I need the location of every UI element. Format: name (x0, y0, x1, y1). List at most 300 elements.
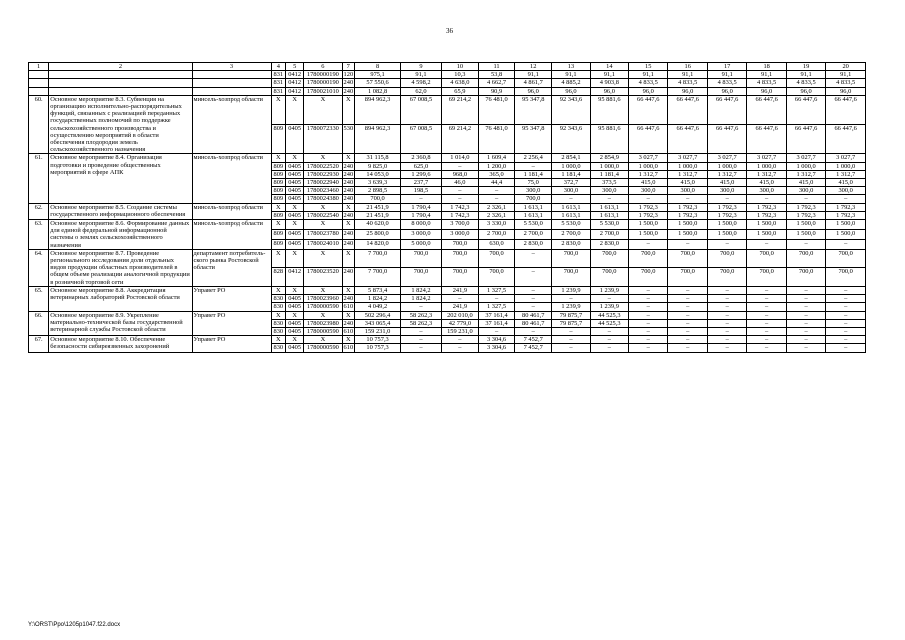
value-cell: 92 343,6 (552, 125, 590, 154)
value-cell: 809 (271, 162, 286, 170)
value-cell: 809 (271, 179, 286, 187)
value-cell: 809 (271, 230, 286, 240)
value-cell: X (286, 203, 304, 211)
value-cell: 831 (271, 71, 286, 79)
value-cell: – (441, 187, 478, 195)
value-cell: 700,0 (590, 249, 628, 268)
value-cell: 0405 (286, 162, 304, 170)
value-cell: – (552, 336, 590, 344)
value-cell: 700,0 (668, 249, 707, 268)
value-cell: – (668, 295, 707, 303)
value-cell: 809 (271, 239, 286, 249)
value-cell: 53,8 (479, 71, 515, 79)
value-cell: – (590, 344, 628, 352)
value-cell: 1 312,7 (786, 170, 825, 178)
value-cell: 57 550,6 (354, 79, 400, 87)
value-cell: 809 (271, 211, 286, 219)
value-cell: 1 790,4 (401, 211, 442, 219)
value-cell: – (826, 344, 866, 352)
value-cell: 700,0 (441, 239, 478, 249)
value-cell: 96,0 (552, 87, 590, 95)
value-cell: 2 854,1 (552, 154, 590, 162)
value-cell: 610 (343, 344, 354, 352)
column-number-cell: 5 (286, 63, 304, 71)
column-number-cell: 18 (747, 63, 786, 71)
executor-cell: Управет РО (192, 311, 271, 336)
continuation-row (29, 79, 866, 87)
executor-cell: минсель-хозпрод области (192, 154, 271, 203)
value-cell: – (707, 239, 746, 249)
value-cell: – (515, 268, 552, 287)
value-cell: 625,0 (401, 162, 442, 170)
value-cell: 66 447,6 (629, 125, 668, 154)
value-cell: 700,0 (401, 249, 442, 268)
value-cell: X (342, 220, 354, 230)
value-cell: 240 (342, 239, 354, 249)
table-row (29, 311, 866, 319)
executor-cell: Управет РО (192, 286, 271, 311)
value-cell: 40 620,0 (354, 220, 400, 230)
value-cell: 700,0 (479, 268, 515, 287)
value-cell: 1 613,1 (515, 211, 552, 219)
value-cell: 96,0 (826, 87, 866, 95)
value-cell: 831 (271, 79, 286, 87)
value-cell: 700,0 (441, 268, 478, 287)
value-cell: 42 779,0 (441, 319, 478, 327)
value-cell: 240 (343, 319, 354, 327)
value-cell: 502 296,4 (354, 311, 400, 319)
value-cell: – (515, 295, 552, 303)
value-cell: 1 500,0 (668, 230, 707, 240)
value-cell: 69 214,2 (441, 125, 478, 154)
value-cell: 1780022540 (304, 211, 342, 219)
value-cell: – (826, 327, 866, 335)
value-cell: – (515, 327, 552, 335)
value-cell: 1 500,0 (707, 230, 746, 240)
value-cell: X (304, 220, 342, 230)
value-cell: 1 792,3 (629, 203, 668, 211)
value-cell: X (304, 95, 342, 124)
value-cell: 1 824,2 (401, 286, 442, 294)
value-cell: 66 447,6 (629, 95, 668, 124)
value-cell: 5 530,0 (552, 220, 590, 230)
value-cell: – (747, 239, 786, 249)
table-row (29, 154, 866, 162)
value-cell: 2 854,9 (590, 154, 628, 162)
value-cell: 300,0 (747, 187, 786, 195)
page-number: 36 (446, 27, 453, 35)
table-row (29, 249, 866, 268)
value-cell: 0412 (286, 268, 304, 287)
value-cell: 2 830,0 (590, 239, 628, 249)
value-cell: 66 447,6 (786, 95, 825, 124)
value-cell: 0405 (286, 230, 304, 240)
value-cell: – (668, 303, 707, 311)
row-number-cell: 62. (29, 203, 49, 219)
value-cell: 2 360,8 (401, 154, 442, 162)
value-cell: 67 008,5 (401, 125, 442, 154)
value-cell: 44 525,3 (590, 319, 628, 327)
value-cell: 96,0 (747, 87, 786, 95)
value-cell: 0412 (286, 71, 304, 79)
value-cell: 58 262,3 (401, 311, 442, 319)
column-number-cell: 12 (515, 63, 552, 71)
value-cell: 700,0 (786, 249, 825, 268)
column-number-cell: 2 (49, 63, 192, 71)
value-cell: 0405 (286, 319, 304, 327)
value-cell: 241,9 (441, 303, 478, 311)
value-cell: X (342, 154, 354, 162)
value-cell: 1 014,0 (441, 154, 478, 162)
value-cell: X (286, 154, 304, 162)
value-cell: 76 481,0 (479, 125, 515, 154)
column-number-cell: 15 (629, 63, 668, 71)
value-cell: 241,9 (441, 286, 478, 294)
value-cell: 76 481,0 (479, 95, 515, 124)
value-cell: 700,0 (629, 249, 668, 268)
value-cell: 79 875,7 (552, 311, 590, 319)
value-cell: 1 500,0 (747, 220, 786, 230)
value-cell: 300,0 (668, 187, 707, 195)
table-row (29, 336, 866, 344)
value-cell: 95 881,6 (590, 125, 628, 154)
value-cell: 4 833,5 (747, 79, 786, 87)
value-cell: 1 000,0 (552, 162, 590, 170)
column-number-cell: 13 (552, 63, 590, 71)
value-cell: 1 500,0 (747, 230, 786, 240)
value-cell: 91,1 (707, 71, 746, 79)
value-cell: 700,0 (668, 268, 707, 287)
value-cell: 415,0 (707, 179, 746, 187)
value-cell: 415,0 (826, 179, 866, 187)
value-cell: 415,0 (668, 179, 707, 187)
value-cell: 91,1 (786, 71, 825, 79)
value-cell: 91,1 (668, 71, 707, 79)
header-row (29, 63, 866, 71)
value-cell: 58 262,3 (401, 319, 442, 327)
value-cell: 1 500,0 (629, 220, 668, 230)
value-cell: 66 447,6 (786, 125, 825, 154)
value-cell: – (826, 319, 866, 327)
value-cell: 831 (271, 87, 286, 95)
value-cell: 1 609,4 (479, 154, 515, 162)
table-row (29, 203, 866, 211)
column-number-cell: 11 (479, 63, 515, 71)
value-cell: – (515, 249, 552, 268)
value-cell: 91,1 (629, 71, 668, 79)
value-cell: 10 757,3 (354, 336, 400, 344)
value-cell: 1 824,2 (354, 295, 400, 303)
value-cell: 159 231,0 (441, 327, 478, 335)
measure-name-cell: Основное мероприятие 8.4. Организация подготовки и проведение общественных мероприятий в сфере АПК (49, 154, 192, 203)
column-number-cell: 17 (707, 63, 746, 71)
value-cell: 65,9 (441, 87, 478, 95)
value-cell: 1780023520 (304, 268, 342, 287)
value-cell: – (747, 311, 786, 319)
value-cell: 96,0 (786, 87, 825, 95)
measure-name-cell: Основное мероприятие 8.7. Проведение регионального исследования доли отдельных видов продукции областных производителей в общем объеме реализации аналогичной продукции в розничной торговой сети (49, 249, 192, 286)
value-cell: 1 327,5 (479, 303, 515, 311)
value-cell: 240 (343, 295, 354, 303)
value-cell: – (826, 311, 866, 319)
value-cell: – (552, 344, 590, 352)
value-cell: – (747, 336, 786, 344)
value-cell: 830 (271, 303, 286, 311)
value-cell: 66 447,6 (747, 95, 786, 124)
value-cell: 1 613,1 (552, 203, 590, 211)
value-cell: 91,1 (747, 71, 786, 79)
value-cell: 240 (343, 179, 354, 187)
value-cell: 4 049,2 (354, 303, 400, 311)
value-cell: 1780021010 (304, 87, 342, 95)
value-cell: 1780022520 (304, 162, 342, 170)
value-cell: 21 451,9 (354, 203, 400, 211)
value-cell: 0405 (286, 170, 304, 178)
executor-cell: минсель-хозпрод области (192, 95, 271, 154)
value-cell: 2 700,0 (552, 230, 590, 240)
value-cell: 96,0 (515, 87, 552, 95)
value-cell: – (707, 327, 746, 335)
value-cell: 1 500,0 (707, 220, 746, 230)
value-cell: 530 (342, 125, 354, 154)
value-cell: 372,7 (552, 179, 590, 187)
value-cell: 830 (271, 344, 286, 352)
column-number-cell: 14 (590, 63, 628, 71)
value-cell: 700,0 (786, 268, 825, 287)
value-cell: 4 885,2 (552, 79, 590, 87)
value-cell: 1 299,6 (401, 170, 442, 178)
value-cell: 365,0 (479, 170, 515, 178)
value-cell: 1 792,3 (629, 211, 668, 219)
value-cell: – (668, 286, 707, 294)
value-cell: 3 027,7 (786, 154, 825, 162)
value-cell: 1 792,3 (707, 203, 746, 211)
value-cell: 830 (271, 319, 286, 327)
value-cell: 240 (343, 87, 354, 95)
value-cell: 1 792,3 (786, 203, 825, 211)
value-cell: 1 200,0 (479, 162, 515, 170)
value-cell: 1 000,0 (707, 162, 746, 170)
value-cell: 66 447,6 (707, 125, 746, 154)
value-cell: 4 861,7 (515, 79, 552, 87)
value-cell: 1 312,7 (826, 170, 866, 178)
value-cell: 1780022940 (304, 179, 342, 187)
value-cell: 14 053,0 (354, 170, 400, 178)
value-cell: 7 452,7 (515, 344, 552, 352)
value-cell: – (629, 239, 668, 249)
value-cell: 69 214,2 (441, 95, 478, 124)
value-cell: 1 613,1 (590, 211, 628, 219)
program-table (28, 62, 866, 353)
value-cell: 700,0 (552, 249, 590, 268)
value-cell: – (552, 195, 590, 203)
value-cell: 31 115,8 (354, 154, 400, 162)
value-cell: 0405 (286, 344, 304, 352)
value-cell: 894 962,3 (354, 125, 400, 154)
value-cell: 1 181,4 (590, 170, 628, 178)
value-cell: – (668, 327, 707, 335)
value-cell: – (479, 187, 515, 195)
value-cell: 809 (271, 187, 286, 195)
value-cell: 1 312,7 (668, 170, 707, 178)
value-cell: 700,0 (441, 249, 478, 268)
value-cell: – (441, 336, 478, 344)
value-cell: 3 000,0 (441, 230, 478, 240)
value-cell: 10 757,3 (354, 344, 400, 352)
value-cell: 91,1 (401, 71, 442, 79)
value-cell: 1780024380 (304, 195, 342, 203)
value-cell: 1 239,9 (590, 303, 628, 311)
value-cell: – (629, 344, 668, 352)
value-cell: – (707, 319, 746, 327)
table-row (29, 95, 866, 124)
value-cell: 700,0 (552, 268, 590, 287)
value-cell: 91,1 (590, 71, 628, 79)
column-number-cell: 19 (786, 63, 825, 71)
value-cell: 4 903,8 (590, 79, 628, 87)
value-cell: 240 (343, 170, 354, 178)
value-cell: 2 326,1 (479, 211, 515, 219)
value-cell: X (304, 311, 342, 319)
value-cell: 1 792,3 (668, 211, 707, 219)
value-cell: 92 343,6 (552, 95, 590, 124)
value-cell: – (786, 311, 825, 319)
name-cell (49, 87, 192, 95)
number-cell (29, 87, 49, 95)
value-cell: 4 833,5 (668, 79, 707, 87)
value-cell: 809 (271, 170, 286, 178)
value-cell: 1780024010 (304, 239, 342, 249)
value-cell: 1 327,5 (479, 286, 515, 294)
value-cell: 968,0 (441, 170, 478, 178)
value-cell: 46,0 (441, 179, 478, 187)
value-cell: X (271, 311, 286, 319)
value-cell: 14 820,0 (354, 239, 400, 249)
value-cell: 1 792,3 (668, 203, 707, 211)
value-cell: 1 792,3 (747, 211, 786, 219)
value-cell: 96,0 (668, 87, 707, 95)
value-cell: X (342, 286, 354, 294)
value-cell: 66 447,6 (707, 95, 746, 124)
value-cell: X (271, 336, 286, 344)
value-cell: 3 700,0 (441, 220, 478, 230)
value-cell: – (826, 303, 866, 311)
value-cell: 95 347,8 (515, 95, 552, 124)
value-cell: 1780000590 (304, 303, 342, 311)
value-cell: – (747, 195, 786, 203)
value-cell: – (747, 344, 786, 352)
value-cell: 1 613,1 (515, 203, 552, 211)
value-cell: 809 (271, 195, 286, 203)
value-cell: – (668, 336, 707, 344)
executor-cell: минсель-хозпрод области (192, 220, 271, 250)
value-cell: 700,0 (707, 268, 746, 287)
value-cell: 2 898,5 (354, 187, 400, 195)
value-cell: – (668, 344, 707, 352)
value-cell: 1 500,0 (826, 220, 866, 230)
value-cell: 1 613,1 (590, 203, 628, 211)
value-cell: – (441, 195, 478, 203)
value-cell: X (342, 249, 354, 268)
value-cell: – (826, 286, 866, 294)
column-number-cell: 16 (668, 63, 707, 71)
value-cell: – (707, 295, 746, 303)
value-cell: X (304, 154, 342, 162)
value-cell: 1 000,0 (668, 162, 707, 170)
name-cell (49, 79, 192, 87)
row-number-cell: 66. (29, 311, 49, 336)
value-cell: 8 000,0 (401, 220, 442, 230)
value-cell: 3 000,0 (401, 230, 442, 240)
value-cell: 7 452,7 (515, 336, 552, 344)
value-cell: 3 027,7 (629, 154, 668, 162)
value-cell: – (786, 195, 825, 203)
value-cell: 700,0 (747, 268, 786, 287)
value-cell: 1780023960 (304, 295, 342, 303)
value-cell: 1 000,0 (826, 162, 866, 170)
value-cell: 7 700,0 (354, 249, 400, 268)
value-cell: 2 256,4 (515, 154, 552, 162)
value-cell: 240 (342, 268, 354, 287)
number-cell (29, 71, 49, 79)
column-number-cell: 1 (29, 63, 49, 71)
value-cell: X (271, 249, 286, 268)
value-cell: 5 530,0 (515, 220, 552, 230)
value-cell: 2 326,1 (479, 203, 515, 211)
value-cell: 1780000590 (304, 327, 342, 335)
value-cell: – (590, 336, 628, 344)
value-cell: 300,0 (552, 187, 590, 195)
value-cell: 1 239,9 (590, 286, 628, 294)
value-cell: 4 833,5 (629, 79, 668, 87)
value-cell: – (552, 327, 590, 335)
value-cell: 1 790,4 (401, 203, 442, 211)
value-cell: X (286, 336, 304, 344)
value-cell: 343 065,4 (354, 319, 400, 327)
value-cell: – (668, 239, 707, 249)
file-path-footer: Y:\ORST\Ppo\1205p1047.f22.docx (28, 622, 121, 628)
executor-cell (192, 71, 271, 79)
value-cell: 700,0 (354, 195, 400, 203)
value-cell: 25 800,0 (354, 230, 400, 240)
value-cell: 240 (343, 195, 354, 203)
value-cell: 700,0 (479, 249, 515, 268)
value-cell: 0405 (286, 239, 304, 249)
value-cell: X (271, 220, 286, 230)
column-number-cell: 6 (304, 63, 342, 71)
value-cell: 3 027,7 (826, 154, 866, 162)
value-cell: 4 598,2 (401, 79, 442, 87)
value-cell: 91,1 (826, 71, 866, 79)
column-number-cell: 8 (354, 63, 400, 71)
value-cell: 300,0 (590, 187, 628, 195)
value-cell: 80 461,7 (515, 319, 552, 327)
executor-cell (192, 87, 271, 95)
value-cell: – (668, 311, 707, 319)
value-cell: 202 010,0 (441, 311, 478, 319)
value-cell: – (707, 336, 746, 344)
value-cell: 0405 (286, 179, 304, 187)
value-cell: X (271, 154, 286, 162)
value-cell: – (515, 286, 552, 294)
value-cell: 1 312,7 (629, 170, 668, 178)
continuation-row (29, 71, 866, 79)
column-number-cell: 20 (826, 63, 866, 71)
value-cell: 3 639,3 (354, 179, 400, 187)
value-cell: – (826, 336, 866, 344)
value-cell: 0405 (286, 187, 304, 195)
value-cell: 237,7 (401, 179, 442, 187)
